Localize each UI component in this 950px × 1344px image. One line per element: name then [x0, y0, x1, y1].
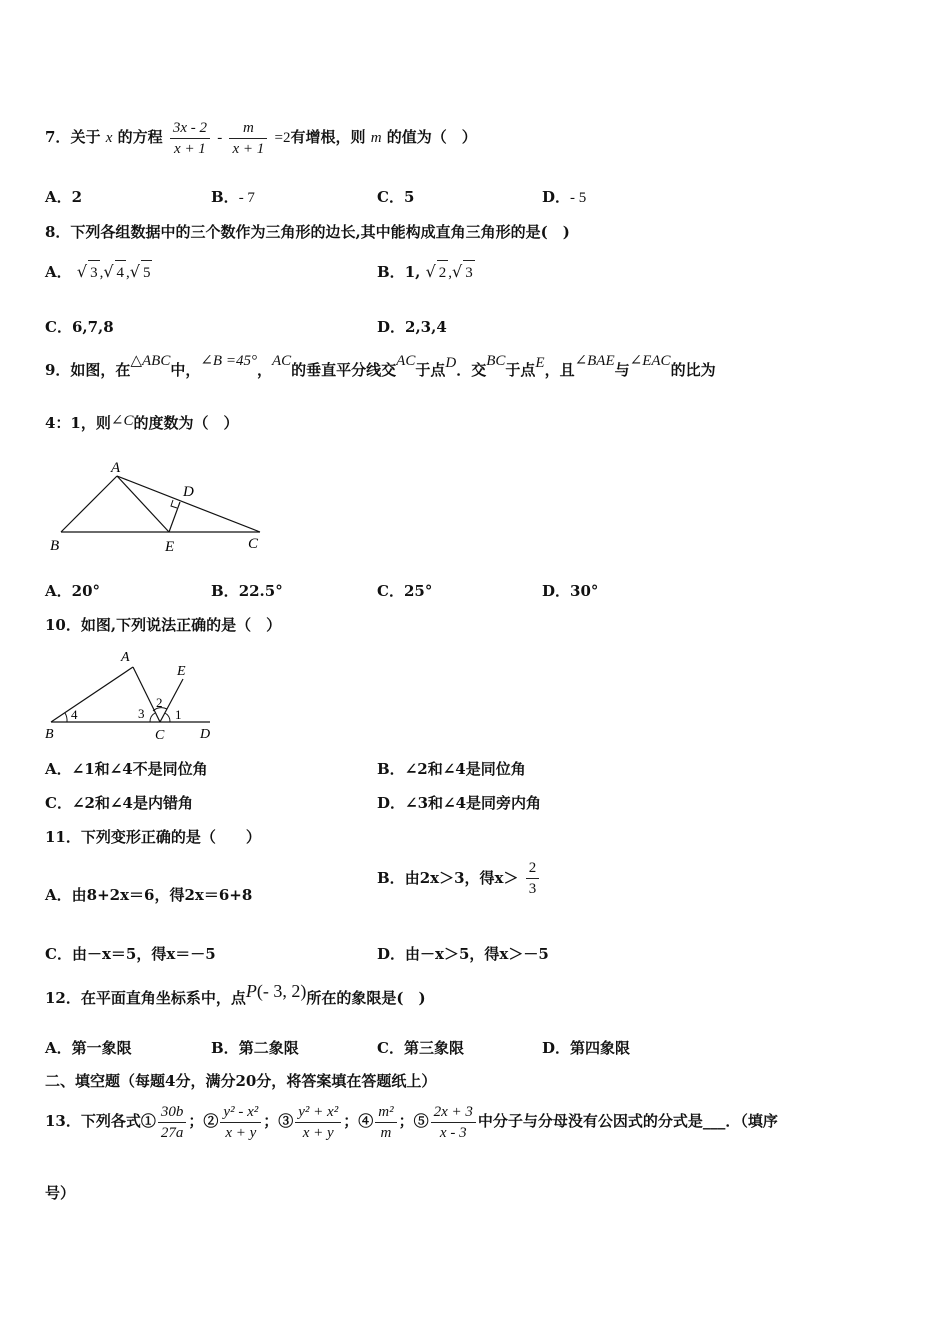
circled-3: ③ — [278, 1112, 294, 1130]
frac-den: m — [380, 1124, 392, 1141]
q9-ac: AC — [271, 353, 292, 369]
circled-2: ② — [203, 1112, 219, 1130]
circled-4: ④ — [358, 1112, 374, 1130]
radicand: 4 — [115, 260, 127, 285]
radicand: 2 — [437, 260, 449, 285]
q9-option-b[interactable] — [211, 580, 283, 601]
q7-var-m: m — [370, 130, 382, 146]
q11-option-c[interactable] — [45, 943, 216, 964]
q13-fraction-1 — [158, 1102, 187, 1143]
sqrt-icon: √ — [425, 262, 436, 281]
q9-ac2: AC — [396, 353, 416, 369]
q8-option-a[interactable] — [45, 260, 152, 285]
q13-suffix2: ．（填序 — [725, 1112, 778, 1130]
option-label: D． — [377, 945, 406, 963]
circled-1: ① — [140, 1112, 156, 1130]
label-a: A — [111, 460, 121, 476]
frac-num: y² - x² — [220, 1102, 261, 1123]
q7-minus: - — [217, 130, 223, 146]
option-value: 22.5° — [238, 582, 283, 600]
q9-line2-b: 的度数为（ ） — [133, 414, 239, 432]
q13-fraction-5 — [431, 1102, 476, 1143]
section-heading: 二、填空题（每题4分，满分20分，将答案填在答题纸上） — [45, 1072, 437, 1090]
q9-eac: ∠EAC — [629, 353, 671, 369]
q8-stem: 8．下列各组数据中的三个数作为三角形的边长,其中能构成直角三角形的是( ) — [45, 223, 570, 241]
q13-fraction-4 — [375, 1102, 396, 1143]
option-value: 第三象限 — [403, 1039, 464, 1057]
separator: ； — [343, 1112, 359, 1130]
q12-option-c[interactable] — [377, 1037, 464, 1058]
q10-figure — [45, 645, 220, 745]
option-label: C． — [45, 945, 72, 963]
option-label: C． — [377, 188, 404, 206]
q9-at-point: 于点 — [415, 361, 446, 379]
frac-num: 2x + 3 — [431, 1102, 476, 1123]
frac-num: 2 — [526, 858, 540, 879]
q10-option-b[interactable] — [377, 758, 526, 779]
q7-frac1-den: x + 1 — [174, 140, 206, 157]
q7-stem — [45, 102, 477, 173]
option-prefix: 1, — [404, 263, 421, 281]
q13-stem — [45, 1098, 778, 1144]
option-value: - 5 — [570, 190, 587, 206]
option-label: C． — [377, 1039, 404, 1057]
q9-comma: ， — [256, 361, 272, 379]
option-label: A． — [45, 1039, 72, 1057]
option-value: 由2x＞3，得x＞ — [404, 868, 519, 887]
line-ab — [61, 476, 117, 532]
q7-text-about: 关于 — [70, 128, 101, 146]
option-label: B． — [377, 263, 405, 281]
q9-option-d[interactable] — [542, 580, 598, 601]
q10-option-d[interactable] — [377, 792, 541, 813]
frac-num: y² + x² — [295, 1102, 341, 1123]
option-label: C． — [377, 582, 404, 600]
option-label: B． — [211, 582, 239, 600]
option-value: ∠2和∠4是同位角 — [404, 760, 526, 778]
label-a: A — [121, 650, 130, 665]
option-label: A． — [45, 263, 72, 281]
angle-3: 3 — [138, 706, 145, 721]
label-e: E — [165, 539, 175, 555]
line-ae — [117, 476, 169, 532]
q13-fraction-3 — [295, 1102, 341, 1143]
q12-prefix: 12．在平面直角坐标系中，点 — [45, 989, 246, 1007]
option-label: D． — [377, 794, 406, 812]
q7-text-value: 的值为（ ） — [386, 128, 477, 146]
option-value: 2 — [71, 188, 83, 206]
sqrt-icon: √ — [103, 262, 114, 281]
option-value: ∠2和∠4是内错角 — [71, 794, 193, 812]
frac-num: 30b — [158, 1102, 187, 1123]
q7-option-b[interactable] — [211, 186, 255, 207]
option-value: 第二象限 — [238, 1039, 299, 1057]
q9-bisector: 的垂直平分线交 — [291, 361, 397, 379]
option-label: C． — [45, 794, 72, 812]
q12-coords: (- 3, 2) — [256, 981, 307, 1001]
q7-option-d[interactable] — [542, 186, 586, 207]
line-ba — [51, 667, 133, 722]
frac-den: 3 — [528, 881, 537, 897]
arc-1 — [165, 713, 170, 722]
q7-fraction-2 — [229, 118, 267, 159]
q10-option-a[interactable] — [45, 758, 208, 779]
label-c: C — [248, 536, 259, 552]
q9-bae: ∠BAE — [574, 353, 615, 369]
q9-triangle: △ABC — [130, 353, 171, 369]
q9-cross: ．交 — [456, 361, 487, 379]
option-label: D． — [542, 1039, 571, 1057]
angle-1: 1 — [175, 707, 182, 722]
q9-with: 与 — [614, 361, 630, 379]
q12-stem — [45, 980, 426, 1015]
label-e: E — [177, 664, 186, 679]
q8-option-d[interactable] — [377, 316, 447, 337]
q9-ratio: 的比为 — [670, 361, 716, 379]
separator: ； — [398, 1112, 414, 1130]
q10-stem: 10．如图,下列说法正确的是（ ） — [45, 616, 282, 634]
q9-figure — [45, 455, 275, 560]
line-ed — [169, 502, 180, 532]
frac-den: 27a — [160, 1124, 184, 1141]
option-value: 由－x＞5，得x＞－5 — [405, 945, 549, 963]
option-value: ∠1和∠4不是同位角 — [71, 760, 208, 778]
option-value: 6,7,8 — [71, 318, 114, 336]
arc-4 — [65, 713, 67, 722]
q7-var-x: x — [105, 130, 113, 146]
angle-2: 2 — [156, 695, 163, 710]
option-value: - 7 — [238, 190, 255, 206]
comma: , — [448, 265, 453, 281]
q7-frac2-num: m — [229, 118, 267, 139]
comma: , — [99, 265, 104, 281]
arc-3 — [150, 713, 155, 722]
q8-option-b[interactable] — [377, 260, 475, 285]
answer-blank[interactable]: ___ — [702, 1112, 726, 1130]
option-value: 第一象限 — [71, 1039, 132, 1057]
q13-prefix: 13．下列各式 — [45, 1112, 141, 1130]
label-d: D — [200, 727, 211, 742]
q13-fraction-2 — [220, 1102, 261, 1143]
q9-and: ，且 — [544, 361, 575, 379]
q11-option-d[interactable] — [377, 943, 549, 964]
q9-line2-a: 4：1，则 — [45, 414, 111, 432]
comma: , — [126, 265, 130, 281]
q10-option-c[interactable] — [45, 792, 193, 813]
q7-text-equation: 的方程 — [117, 128, 163, 146]
separator: ； — [263, 1112, 279, 1130]
label-c: C — [155, 728, 165, 743]
q9-d: D — [445, 355, 457, 371]
q13-line2: 号） — [45, 1184, 76, 1202]
option-value: 由8+2x＝6，得2x＝6+8 — [71, 886, 253, 904]
q13-suffix: 中分子与分母没有公因式的分式是 — [477, 1112, 703, 1130]
q8-option-c[interactable] — [45, 316, 114, 337]
q7-text-after: 有增根，则 — [290, 128, 366, 146]
option-label: A． — [45, 886, 72, 904]
angle-4: 4 — [71, 707, 78, 722]
option-label: B． — [211, 1039, 239, 1057]
option-value: 第四象限 — [570, 1039, 631, 1057]
radicand: 5 — [141, 260, 153, 285]
q7-option-a[interactable] — [45, 186, 82, 207]
frac-den: x + y — [302, 1124, 334, 1141]
label-b: B — [50, 538, 60, 554]
q9-in: 中， — [170, 361, 201, 379]
q9-angle-b: ∠B =45° — [200, 353, 257, 369]
option-value: 由－x＝5，得x＝－5 — [71, 945, 216, 963]
option-value: 30° — [570, 582, 599, 600]
option-label: A． — [45, 760, 72, 778]
q9-stem-line1 — [45, 350, 905, 391]
frac-den: x - 3 — [439, 1124, 467, 1141]
option-label: D． — [377, 318, 406, 336]
radicand: 3 — [88, 260, 100, 285]
option-label: C． — [45, 318, 72, 336]
option-label: B． — [211, 188, 239, 206]
option-label: D． — [542, 582, 571, 600]
q7-equals: =2 — [274, 130, 291, 146]
sqrt-icon: √ — [452, 262, 463, 281]
option-label: B． — [377, 760, 405, 778]
q12-option-b[interactable] — [211, 1037, 299, 1058]
fraction-two-thirds — [526, 858, 540, 899]
q11-option-b[interactable] — [377, 858, 541, 899]
option-label: D． — [542, 188, 571, 206]
right-angle-mark — [171, 500, 177, 508]
q9-e: E — [535, 355, 545, 371]
q9-stem-line2 — [45, 412, 238, 433]
q11-stem: 11．下列变形正确的是（ ） — [45, 828, 261, 846]
q7-frac1-num: 3x - 2 — [170, 118, 210, 139]
q7-number: 7． — [45, 128, 71, 146]
q9-bc: BC — [486, 353, 506, 369]
q9-option-c[interactable] — [377, 580, 432, 601]
option-value: 5 — [403, 188, 415, 206]
q12-point: P — [245, 981, 257, 1001]
radicand: 3 — [463, 260, 475, 285]
option-label: A． — [45, 582, 72, 600]
option-label: B． — [377, 868, 405, 887]
q9-number: 9．如图，在 — [45, 361, 131, 379]
frac-num: m² — [375, 1102, 396, 1123]
sqrt-icon: √ — [129, 262, 140, 281]
label-d: D — [183, 484, 194, 500]
label-b: B — [45, 727, 54, 742]
q7-frac2-den: x + 1 — [232, 140, 265, 157]
circled-5: ⑤ — [413, 1112, 429, 1130]
option-value: 25° — [403, 582, 433, 600]
q11-option-a[interactable] — [45, 884, 252, 905]
option-value: 20° — [71, 582, 101, 600]
q7-fraction-1 — [170, 118, 210, 159]
separator: ； — [188, 1112, 204, 1130]
option-value: 2,3,4 — [405, 318, 447, 336]
option-value: ∠3和∠4是同旁内角 — [405, 794, 542, 812]
q9-at-point2: 于点 — [505, 361, 536, 379]
q12-option-a[interactable] — [45, 1037, 132, 1058]
q12-suffix: 所在的象限是( ) — [306, 989, 426, 1007]
sqrt-icon: √ — [76, 262, 88, 281]
q7-option-c[interactable] — [377, 186, 414, 207]
q9-option-a[interactable] — [45, 580, 100, 601]
q12-option-d[interactable] — [542, 1037, 630, 1058]
frac-den: x + y — [225, 1124, 257, 1141]
q9-angle-c: ∠C — [110, 413, 134, 429]
option-label: A． — [45, 188, 72, 206]
